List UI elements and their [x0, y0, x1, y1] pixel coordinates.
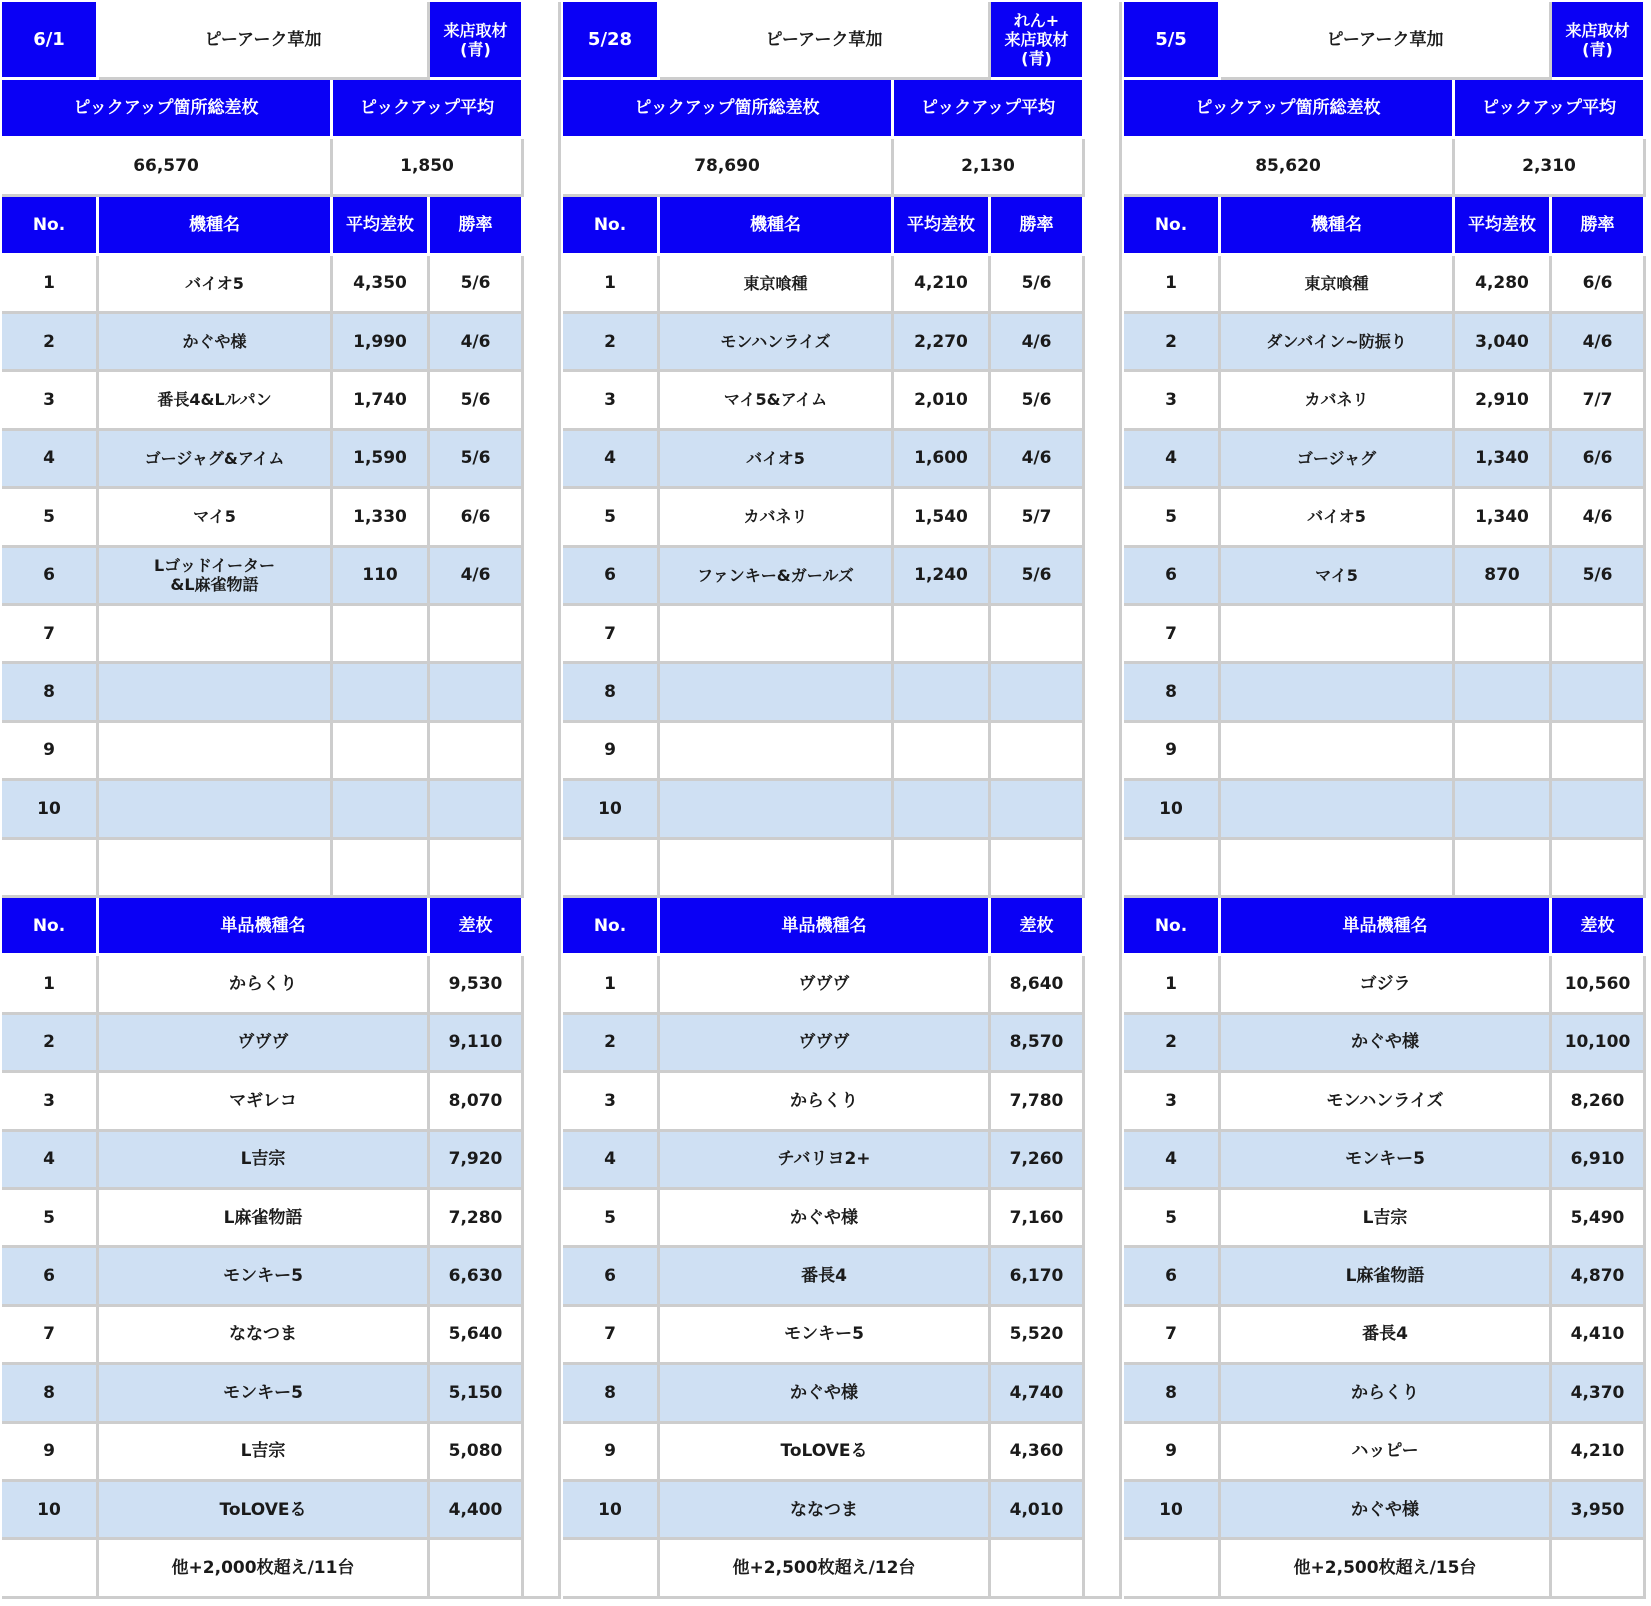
single-row-model: かぐや様	[660, 1365, 991, 1423]
col-diff-header: 差枚	[991, 898, 1085, 956]
col-win-rate-header: 勝率	[1552, 197, 1646, 255]
single-row-model: マギレコ	[99, 1073, 430, 1131]
pickup-row-model	[99, 723, 333, 781]
pickup-row-no: 2	[563, 314, 660, 372]
col-single-model-header: 単品機種名	[99, 898, 430, 956]
single-row-model: かぐや様	[660, 1190, 991, 1248]
pickup-row-model: マイ5&アイム	[660, 372, 894, 430]
pickup-row-rate: 5/6	[430, 256, 524, 314]
footer-blank	[563, 1540, 660, 1598]
single-row-diff: 5,490	[1552, 1190, 1646, 1248]
single-row-diff: 6,630	[430, 1248, 524, 1306]
spacer-cell	[430, 840, 524, 898]
spacer-cell	[1552, 840, 1646, 898]
pickup-row-rate	[430, 664, 524, 722]
pickup-row-no: 2	[1124, 314, 1221, 372]
single-row-model: ToLOVEる	[660, 1424, 991, 1482]
single-row-model: ToLOVEる	[99, 1482, 430, 1540]
pickup-row-model: ゴージャグ&アイム	[99, 431, 333, 489]
col-no-header: No.	[2, 197, 99, 255]
pickup-row-avg	[1455, 723, 1552, 781]
single-row-no: 10	[2, 1482, 99, 1540]
pickup-row-model: バイオ5	[99, 256, 333, 314]
single-row-model: かぐや様	[1221, 1482, 1552, 1540]
pickup-row-rate: 6/6	[430, 489, 524, 547]
pickup-row-no: 8	[2, 664, 99, 722]
pickup-row-rate	[991, 606, 1085, 664]
pickup-row-no: 4	[2, 431, 99, 489]
pickup-row-rate: 4/6	[991, 314, 1085, 372]
single-row-model: ハッピー	[1221, 1424, 1552, 1482]
pickup-row-avg	[1455, 664, 1552, 722]
single-row-no: 2	[2, 1015, 99, 1073]
pickup-total-value: 78,690	[563, 139, 894, 197]
footer-note: 他+2,500枚超え/12台	[660, 1540, 991, 1598]
pickup-row-no: 3	[563, 372, 660, 430]
col-no-header: No.	[1124, 898, 1221, 956]
single-row-diff: 4,210	[1552, 1424, 1646, 1482]
single-row-no: 2	[563, 1015, 660, 1073]
pickup-row-no: 3	[2, 372, 99, 430]
col-model-header: 機種名	[660, 197, 894, 255]
pickup-row-rate	[1552, 723, 1646, 781]
pickup-row-avg: 870	[1455, 548, 1552, 606]
pickup-row-avg: 4,280	[1455, 256, 1552, 314]
panel-separator	[1085, 2, 1122, 1599]
single-row-diff: 7,280	[430, 1190, 524, 1248]
pickup-row-avg: 1,330	[333, 489, 430, 547]
event-note: 来店取材 (青)	[430, 2, 524, 80]
single-row-no: 8	[2, 1365, 99, 1423]
single-row-diff: 9,110	[430, 1015, 524, 1073]
footer-note: 他+2,500枚超え/15台	[1221, 1540, 1552, 1598]
col-no-header: No.	[563, 898, 660, 956]
pickup-row-model: バイオ5	[660, 431, 894, 489]
single-row-no: 9	[2, 1424, 99, 1482]
single-row-diff: 10,100	[1552, 1015, 1646, 1073]
single-row-diff: 4,870	[1552, 1248, 1646, 1306]
single-row-model: からくり	[1221, 1365, 1552, 1423]
spacer-cell	[563, 840, 660, 898]
pickup-avg-header: ピックアップ平均	[333, 80, 524, 138]
pickup-total-header: ピックアップ箇所総差枚	[2, 80, 333, 138]
pickup-row-rate: 5/6	[1552, 548, 1646, 606]
pickup-row-model	[1221, 723, 1455, 781]
pickup-row-rate	[991, 723, 1085, 781]
pickup-row-model	[99, 664, 333, 722]
pickup-row-no: 2	[2, 314, 99, 372]
single-row-no: 4	[1124, 1132, 1221, 1190]
col-diff-header: 差枚	[1552, 898, 1646, 956]
single-row-diff: 8,570	[991, 1015, 1085, 1073]
col-single-model-header: 単品機種名	[1221, 898, 1552, 956]
pickup-row-avg	[333, 606, 430, 664]
pickup-row-avg: 1,990	[333, 314, 430, 372]
pickup-row-rate: 4/6	[430, 548, 524, 606]
pickup-total-header: ピックアップ箇所総差枚	[563, 80, 894, 138]
pickup-row-no: 4	[563, 431, 660, 489]
single-row-no: 5	[1124, 1190, 1221, 1248]
single-row-model: かぐや様	[1221, 1015, 1552, 1073]
date-label: 5/5	[1124, 2, 1221, 80]
single-row-diff: 8,640	[991, 956, 1085, 1014]
pickup-row-no: 7	[563, 606, 660, 664]
single-row-no: 6	[2, 1248, 99, 1306]
pickup-row-model	[660, 723, 894, 781]
pickup-row-model: ファンキー&ガールズ	[660, 548, 894, 606]
pickup-row-model: バイオ5	[1221, 489, 1455, 547]
pickup-row-no: 6	[1124, 548, 1221, 606]
single-row-no: 5	[563, 1190, 660, 1248]
pickup-row-no: 3	[1124, 372, 1221, 430]
single-row-diff: 5,150	[430, 1365, 524, 1423]
single-row-no: 3	[563, 1073, 660, 1131]
pickup-row-avg: 4,350	[333, 256, 430, 314]
col-single-model-header: 単品機種名	[660, 898, 991, 956]
pickup-row-model: マイ5	[1221, 548, 1455, 606]
pickup-row-model: ゴージャグ	[1221, 431, 1455, 489]
pickup-row-rate: 4/6	[991, 431, 1085, 489]
pickup-row-model: かぐや様	[99, 314, 333, 372]
single-row-model: モンキー5	[660, 1307, 991, 1365]
col-avg-diff-header: 平均差枚	[333, 197, 430, 255]
pickup-row-no: 4	[1124, 431, 1221, 489]
pickup-total-header: ピックアップ箇所総差枚	[1124, 80, 1455, 138]
single-row-model: ヴヴヴ	[660, 956, 991, 1014]
pickup-row-no: 8	[1124, 664, 1221, 722]
footer-blank	[991, 1540, 1085, 1598]
pickup-row-avg: 1,590	[333, 431, 430, 489]
pickup-row-rate: 4/6	[430, 314, 524, 372]
pickup-row-avg	[894, 664, 991, 722]
pickup-row-no: 5	[2, 489, 99, 547]
single-row-diff: 7,920	[430, 1132, 524, 1190]
single-row-diff: 5,640	[430, 1307, 524, 1365]
pickup-row-no: 10	[2, 781, 99, 839]
pickup-row-avg	[333, 723, 430, 781]
pickup-row-rate	[430, 606, 524, 664]
single-row-model: からくり	[660, 1073, 991, 1131]
pickup-row-no: 1	[1124, 256, 1221, 314]
single-row-no: 8	[563, 1365, 660, 1423]
single-row-no: 6	[1124, 1248, 1221, 1306]
pickup-row-no: 9	[563, 723, 660, 781]
pickup-row-rate	[430, 723, 524, 781]
pickup-row-avg: 2,910	[1455, 372, 1552, 430]
single-row-no: 4	[563, 1132, 660, 1190]
pickup-row-rate	[1552, 781, 1646, 839]
single-row-no: 7	[2, 1307, 99, 1365]
pickup-row-avg	[894, 723, 991, 781]
event-note: れん+ 来店取材 (青)	[991, 2, 1085, 80]
pickup-row-model: 番長4&Lルパン	[99, 372, 333, 430]
pickup-row-no: 6	[2, 548, 99, 606]
single-row-no: 10	[563, 1482, 660, 1540]
col-diff-header: 差枚	[430, 898, 524, 956]
pickup-avg-header: ピックアップ平均	[894, 80, 1085, 138]
single-row-diff: 10,560	[1552, 956, 1646, 1014]
col-model-header: 機種名	[99, 197, 333, 255]
pickup-row-no: 8	[563, 664, 660, 722]
spacer-cell	[991, 840, 1085, 898]
single-row-no: 7	[563, 1307, 660, 1365]
single-row-diff: 9,530	[430, 956, 524, 1014]
pickup-row-model	[1221, 781, 1455, 839]
pickup-row-no: 5	[563, 489, 660, 547]
single-row-no: 2	[1124, 1015, 1221, 1073]
footer-note: 他+2,000枚超え/11台	[99, 1540, 430, 1598]
pickup-row-model	[660, 781, 894, 839]
pickup-row-model: 東京喰種	[660, 256, 894, 314]
pickup-row-no: 9	[1124, 723, 1221, 781]
pickup-avg-value: 2,310	[1455, 139, 1646, 197]
pickup-row-model: モンハンライズ	[660, 314, 894, 372]
spacer-cell	[894, 840, 991, 898]
pickup-row-rate: 4/6	[1552, 314, 1646, 372]
pickup-row-rate: 7/7	[1552, 372, 1646, 430]
single-row-no: 8	[1124, 1365, 1221, 1423]
pickup-row-avg	[1455, 606, 1552, 664]
single-row-no: 9	[1124, 1424, 1221, 1482]
pickup-row-model: マイ5	[99, 489, 333, 547]
single-row-diff: 4,360	[991, 1424, 1085, 1482]
single-row-diff: 5,520	[991, 1307, 1085, 1365]
pickup-row-model: ダンバイン~防振り	[1221, 314, 1455, 372]
pickup-row-model	[99, 781, 333, 839]
single-row-model: L麻雀物語	[1221, 1248, 1552, 1306]
pickup-row-no: 7	[2, 606, 99, 664]
single-row-model: モンキー5	[1221, 1132, 1552, 1190]
spacer-cell	[99, 840, 333, 898]
col-avg-diff-header: 平均差枚	[1455, 197, 1552, 255]
spacer-cell	[1124, 840, 1221, 898]
pickup-row-rate	[430, 781, 524, 839]
col-win-rate-header: 勝率	[991, 197, 1085, 255]
footer-blank	[430, 1540, 524, 1598]
pickup-row-avg	[333, 664, 430, 722]
single-row-diff: 4,400	[430, 1482, 524, 1540]
pickup-row-rate: 6/6	[1552, 256, 1646, 314]
single-row-diff: 8,070	[430, 1073, 524, 1131]
pickup-row-avg: 1,740	[333, 372, 430, 430]
pickup-row-avg	[1455, 781, 1552, 839]
pickup-row-rate	[991, 781, 1085, 839]
single-row-no: 1	[2, 956, 99, 1014]
store-name: ピーアーク草加	[99, 2, 430, 80]
col-no-header: No.	[1124, 197, 1221, 255]
single-row-model: モンハンライズ	[1221, 1073, 1552, 1131]
single-row-model: ななつま	[99, 1307, 430, 1365]
footer-blank	[1552, 1540, 1646, 1598]
single-row-diff: 3,950	[1552, 1482, 1646, 1540]
pickup-row-model	[660, 664, 894, 722]
spacer-cell	[1221, 840, 1455, 898]
single-row-diff: 7,780	[991, 1073, 1085, 1131]
pickup-total-value: 85,620	[1124, 139, 1455, 197]
single-row-model: 番長4	[1221, 1307, 1552, 1365]
pickup-row-avg: 2,270	[894, 314, 991, 372]
single-row-diff: 4,370	[1552, 1365, 1646, 1423]
col-no-header: No.	[563, 197, 660, 255]
pickup-row-no: 5	[1124, 489, 1221, 547]
single-row-no: 1	[563, 956, 660, 1014]
pickup-row-rate	[1552, 606, 1646, 664]
spacer-cell	[333, 840, 430, 898]
pickup-row-rate: 6/6	[1552, 431, 1646, 489]
pickup-row-model	[660, 606, 894, 664]
single-row-model: モンキー5	[99, 1365, 430, 1423]
pickup-row-avg: 2,010	[894, 372, 991, 430]
single-row-diff: 7,260	[991, 1132, 1085, 1190]
store-name: ピーアーク草加	[1221, 2, 1552, 80]
pickup-row-no: 7	[1124, 606, 1221, 664]
store-name: ピーアーク草加	[660, 2, 991, 80]
date-label: 6/1	[2, 2, 99, 80]
pickup-row-model	[1221, 664, 1455, 722]
event-note: 来店取材 (青)	[1552, 2, 1646, 80]
single-row-no: 9	[563, 1424, 660, 1482]
col-avg-diff-header: 平均差枚	[894, 197, 991, 255]
single-row-diff: 4,010	[991, 1482, 1085, 1540]
pickup-total-value: 66,570	[2, 139, 333, 197]
single-row-no: 5	[2, 1190, 99, 1248]
single-row-no: 3	[2, 1073, 99, 1131]
pickup-row-avg	[333, 781, 430, 839]
single-row-diff: 8,260	[1552, 1073, 1646, 1131]
pickup-row-avg: 110	[333, 548, 430, 606]
footer-blank	[2, 1540, 99, 1598]
pickup-avg-value: 1,850	[333, 139, 524, 197]
single-row-model: L吉宗	[1221, 1190, 1552, 1248]
col-model-header: 機種名	[1221, 197, 1455, 255]
pickup-row-model: カバネリ	[660, 489, 894, 547]
pickup-row-model: 東京喰種	[1221, 256, 1455, 314]
pickup-row-rate: 5/6	[991, 372, 1085, 430]
footer-blank	[1124, 1540, 1221, 1598]
pickup-row-avg: 1,340	[1455, 489, 1552, 547]
pickup-row-avg: 1,240	[894, 548, 991, 606]
single-row-no: 3	[1124, 1073, 1221, 1131]
pickup-row-rate: 4/6	[1552, 489, 1646, 547]
pickup-row-rate: 5/7	[991, 489, 1085, 547]
single-row-diff: 4,410	[1552, 1307, 1646, 1365]
pickup-row-no: 1	[563, 256, 660, 314]
single-row-model: L麻雀物語	[99, 1190, 430, 1248]
pickup-row-avg: 3,040	[1455, 314, 1552, 372]
pickup-row-model	[99, 606, 333, 664]
panel-separator	[524, 2, 561, 1599]
single-row-diff: 7,160	[991, 1190, 1085, 1248]
pickup-row-rate	[991, 664, 1085, 722]
single-row-model: チバリヨ2+	[660, 1132, 991, 1190]
single-row-model: ヴヴヴ	[660, 1015, 991, 1073]
single-row-diff: 6,910	[1552, 1132, 1646, 1190]
pickup-row-model: カバネリ	[1221, 372, 1455, 430]
pickup-row-rate: 5/6	[430, 372, 524, 430]
spacer-cell	[2, 840, 99, 898]
pickup-avg-header: ピックアップ平均	[1455, 80, 1646, 138]
pickup-row-rate: 5/6	[430, 431, 524, 489]
pickup-row-avg	[894, 606, 991, 664]
pickup-row-avg: 1,600	[894, 431, 991, 489]
pickup-row-avg: 4,210	[894, 256, 991, 314]
single-row-no: 4	[2, 1132, 99, 1190]
pickup-row-avg	[894, 781, 991, 839]
single-row-no: 10	[1124, 1482, 1221, 1540]
spacer-cell	[1455, 840, 1552, 898]
single-row-no: 7	[1124, 1307, 1221, 1365]
single-row-no: 6	[563, 1248, 660, 1306]
pickup-row-no: 6	[563, 548, 660, 606]
single-row-no: 1	[1124, 956, 1221, 1014]
pickup-avg-value: 2,130	[894, 139, 1085, 197]
pickup-row-model	[1221, 606, 1455, 664]
date-label: 5/28	[563, 2, 660, 80]
single-row-model: L吉宗	[99, 1132, 430, 1190]
single-row-model: ななつま	[660, 1482, 991, 1540]
single-row-model: からくり	[99, 956, 430, 1014]
pickup-row-avg: 1,540	[894, 489, 991, 547]
single-row-model: ヴヴヴ	[99, 1015, 430, 1073]
single-row-model: 番長4	[660, 1248, 991, 1306]
single-row-model: L吉宗	[99, 1424, 430, 1482]
pickup-row-rate	[1552, 664, 1646, 722]
col-win-rate-header: 勝率	[430, 197, 524, 255]
pickup-row-no: 1	[2, 256, 99, 314]
single-row-model: ゴジラ	[1221, 956, 1552, 1014]
col-no-header: No.	[2, 898, 99, 956]
spacer-cell	[660, 840, 894, 898]
pickup-row-avg: 1,340	[1455, 431, 1552, 489]
pickup-row-no: 10	[563, 781, 660, 839]
pickup-row-model: Lゴッドイーター &L麻雀物語	[99, 548, 333, 606]
pickup-row-no: 10	[1124, 781, 1221, 839]
single-row-diff: 4,740	[991, 1365, 1085, 1423]
pickup-row-rate: 5/6	[991, 256, 1085, 314]
single-row-diff: 6,170	[991, 1248, 1085, 1306]
single-row-diff: 5,080	[430, 1424, 524, 1482]
pickup-row-no: 9	[2, 723, 99, 781]
single-row-model: モンキー5	[99, 1248, 430, 1306]
pickup-row-rate: 5/6	[991, 548, 1085, 606]
